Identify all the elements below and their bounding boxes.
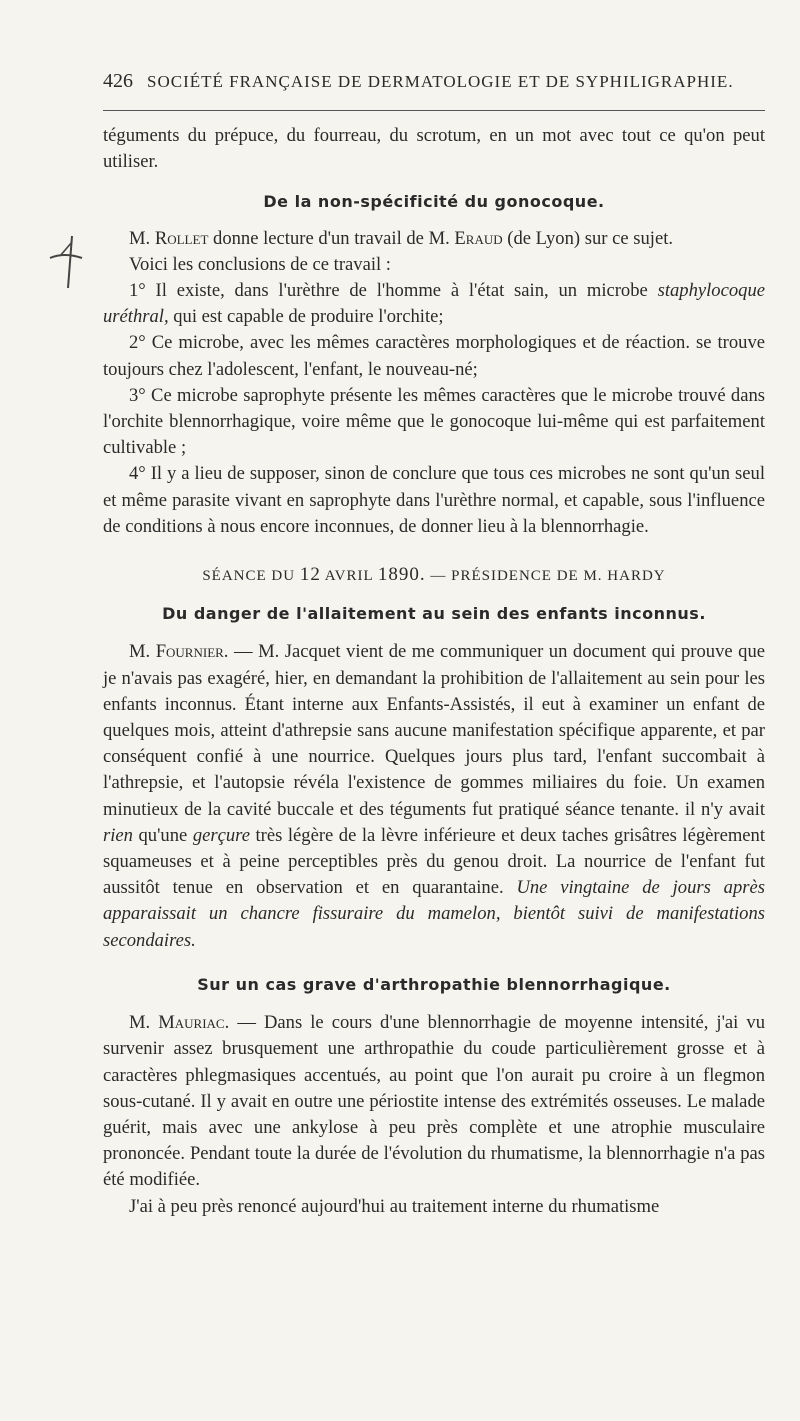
speaker-mauriac: M. Mauriac. xyxy=(129,1012,230,1034)
section-title-arthropathie: Sur un cas grave d'arthropathie blennorrhagique. xyxy=(197,974,671,994)
running-title: SOCIÉTÉ FRANÇAISE DE DERMATOLOGIE ET DE SYPHILIGRAPHIE. xyxy=(147,72,734,91)
paragraph-final-line: J'ai à peu près renoncé aujourd'hui au traitement interne du rhumatisme xyxy=(129,1195,660,1217)
seance-heading: SÉANCE DU 12 AVRIL 1890. — PRÉSIDENCE DE M. HARDY xyxy=(202,564,666,586)
conclusion-3: 3° Ce microbe saprophyte présente les mêmes caractères que le microbe trouvé dans l'orchite blennorrhagique, voire même que le gonocoque lui-même qui est parfaitement cultivable ; xyxy=(103,384,765,459)
handwritten-cross-mark xyxy=(42,232,92,292)
paragraph-rollet: M. Rollet donne lecture d'un travail de M. Eraud (de Lyon) sur ce sujet. xyxy=(129,227,674,249)
author-eraud: Eraud xyxy=(454,227,503,249)
header-rule xyxy=(103,110,765,111)
conclusion-4: 4° Il y a lieu de supposer, sinon de conclure que tous ces microbes ne sont qu'un seul et même parasite vivant en saprophyte dans l'urèthre normal, et capable, sous l'influence de conditions à nous encore inconnues, de donner lieu à la blennorrhagie. xyxy=(103,463,765,537)
speaker-rollet: M. Rollet xyxy=(129,227,209,249)
section-title-gonocoque: De la non-spécificité du gonocoque. xyxy=(263,192,605,212)
page-number: 426 xyxy=(103,70,133,92)
running-header xyxy=(103,70,763,93)
paragraph-mauriac: M. Mauriac. — Dans le cours d'une blennorrhagie de moyenne intensité, j'ai vu survenir assez brusquement une arthropathie du coude particulièrement grosse et à caractères phlegmasiques accentués, au point que l'on aurait pu croire à un flegmon sous-cutané. Il y avait en outre une périostite intense des extrémités osseuses. Le malade guérit, mais avec une ankylose à peu près complète et une atrophie musculaire prononcée. Pendant toute la durée de l'évolution du rhumatisme, la blennorrhagie n'a pas été modifiée. xyxy=(103,1012,765,1191)
conclusion-1: 1° Il existe, dans l'urèthre de l'homme à l'état sain, un microbe staphylocoque uréthral, qui est capable de produire l'orchite; xyxy=(103,280,765,328)
speaker-fournier: M. Fournier. xyxy=(129,641,229,663)
conclusion-2: 2° Ce microbe, avec les mêmes caractères morphologiques et de réaction. se trouve toujours chez l'adolescent, l'enfant, le nouveau-né; xyxy=(103,332,765,380)
continuation-paragraph: téguments du prépuce, du fourreau, du scrotum, en un mot avec tout ce qu'on peut utiliser. xyxy=(103,125,765,173)
section-title-allaitement: Du danger de l'allaitement au sein des enfants inconnus. xyxy=(162,604,706,624)
page-body xyxy=(103,123,765,1220)
conclusions-lead: Voici les conclusions de ce travail : xyxy=(129,253,391,275)
paragraph-fournier: M. Fournier. — M. Jacquet vient de me communiquer un document qui prouve que je n'avais pas exagéré, hier, en demandant la prohibition de l'allaitement au sein pour les enfants inconnus. Étant interne aux Enfants-Assistés, il eut à examiner un enfant de quelques mois, atteint d'athrepsie sans aucune manifestation spécifique apparente, et par conséquent confié à une nourrice. Quelques jours plus tard, l'enfant succombait à l'athrepsie, et l'autopsie révéla l'existence de gommes miliaires du foie. Un examen minutieux de la cavité buccale et des téguments fut pratiqué séance tenante. il n'y avait rien qu'une gerçure très légère de la lèvre inférieure et deux taches grisâtres légèrement squameuses et à peine perceptibles près du genou droit. La nourrice de l'enfant fut aussitôt tenue en observation et en quarantaine. Une vingtaine de jours après apparaissait un chancre fissuraire du mamelon, bientôt suivi de manifestations secondaires. xyxy=(103,641,765,951)
